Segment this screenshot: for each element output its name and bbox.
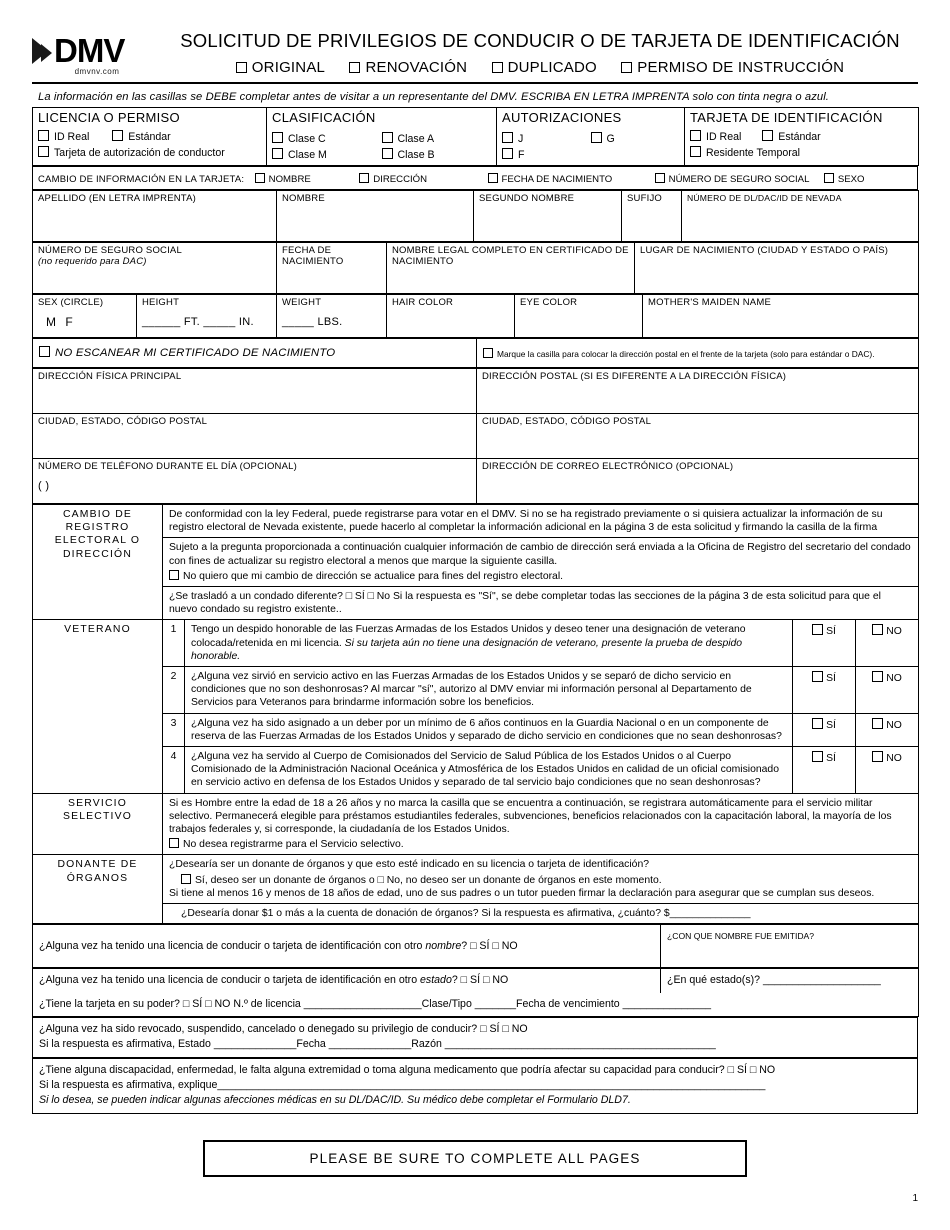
name-section: [32, 190, 919, 242]
apellido-field[interactable]: [33, 191, 277, 242]
ciudad2-label: CIUDAD, ESTADO, CÓDIGO POSTAL: [482, 416, 652, 427]
checkbox-change-ssn[interactable]: [655, 173, 665, 183]
checkbox-no-selective-service[interactable]: [169, 838, 179, 848]
clase-c[interactable]: Clase C: [272, 131, 382, 145]
card-type-section: [32, 107, 919, 166]
checkbox-vet1-yes[interactable]: [812, 624, 823, 635]
checkbox-no-scan[interactable]: [39, 346, 50, 357]
dl-number-field[interactable]: [682, 191, 919, 242]
checkbox-estandar[interactable]: [112, 130, 123, 141]
autorizaciones-cell: [497, 108, 685, 166]
no-scan-cell[interactable]: [33, 339, 477, 368]
nombre-legal-label: NOMBRE LEGAL COMPLETO EN CERTIFICADO DE NACIMIENTO: [392, 245, 629, 267]
id-option-idreal[interactable]: ID Real Estándar: [690, 129, 913, 143]
checkbox-id-estandar[interactable]: [762, 130, 773, 141]
change-nombre[interactable]: NOMBRE: [255, 172, 311, 185]
clasificacion-title: CLASIFICACIÓN: [272, 110, 376, 125]
checkbox-mailing-front[interactable]: [483, 348, 493, 358]
checkbox-id-temporal[interactable]: [690, 146, 701, 157]
nombre-emitido-field[interactable]: [661, 925, 919, 968]
bottom-questions: [32, 924, 919, 968]
nombre-field[interactable]: [277, 191, 474, 242]
ssn-field[interactable]: [33, 243, 277, 294]
height-field[interactable]: [137, 295, 277, 338]
checkbox-auth-g[interactable]: [591, 132, 602, 143]
clase-a[interactable]: Clase A: [382, 131, 492, 145]
selectivo-section-label: SERVICIO SELECTIVO: [33, 793, 163, 855]
veterano-num-3: 3: [163, 713, 185, 746]
height-value[interactable]: ______ FT. _____ IN.: [142, 316, 254, 328]
veterano-q2: ¿Alguna vez sirvió en servicio activo en las Fuerzas Armadas de los Estados Unidos y se separó de dicho servicio en condiciones que no son deshonrosas? Al marcar "sí", autorizo al DMV enviar mi información personal al Departamento de Servicios para Veteranos para brindarme información sobre los beneficios.: [185, 667, 793, 714]
page-title: SOLICITUD DE PRIVILEGIOS DE CONDUCIR O DE TARJETA DE IDENTIFICACIÓN: [180, 30, 900, 51]
checkbox-change-direccion[interactable]: [359, 173, 369, 183]
checkbox-auth-j[interactable]: [502, 132, 513, 143]
id-option-estandar[interactable]: Estándar: [762, 131, 820, 143]
registro-p1: De conformidad con la ley Federal, puede registrarse para votar en el DMV. Si no se ha registrado previamente o si quisiera actualizar la información de su registro electoral de Nevada existente, puede hacerlo al completar la información adicional en la página 3 de esta solicitud y firmando la casilla de la firma: [163, 505, 919, 538]
clase-b[interactable]: Clase B: [382, 147, 492, 161]
registro-p3[interactable]: ¿Se trasladó a un condado diferente? □ SÍ □ No Si la respuesta es "Sí", se debe completar todas las secciones de la página 3 de esta solicitud para que el nuevo condado su registro existente..: [163, 587, 919, 620]
checkbox-id-idreal[interactable]: [690, 130, 701, 141]
dmv-chevron-icon: [32, 36, 54, 66]
header-divider: [32, 82, 918, 84]
veterano-q1: Tengo un despido honorable de las Fuerzas Armadas de los Estados Unidos y deseo tener una designación de veterano colocada/retenida en mi licencia. Si su tarjeta aún no tiene una designación de veterano, presente la prueba de despido honorable.: [185, 620, 793, 667]
checkbox-vet3-no[interactable]: [872, 718, 883, 729]
weight-label: WEIGHT: [282, 297, 322, 308]
auth-g[interactable]: G: [591, 131, 680, 145]
mailing-note-cell[interactable]: [477, 339, 919, 368]
sex-label: SEX (CIRCLE): [38, 297, 104, 308]
veterano-q4-yes[interactable]: SÍ: [793, 747, 856, 794]
weight-value[interactable]: _____ LBS.: [282, 316, 343, 328]
licencia-option-idreal[interactable]: ID Real Estándar: [38, 129, 261, 143]
licencia-cell: [33, 108, 267, 166]
donante-option-row[interactable]: Sí, deseo ser un donante de órganos o □ No, no deseo ser un donante de órganos en este momento.: [181, 873, 912, 887]
ssn-section: [32, 242, 919, 294]
mailing-note-label: Marque la casilla para colocar la dirección postal en el frente de la tarjeta (solo para estándar o DAC).: [497, 349, 875, 359]
revocado-detail[interactable]: Si la respuesta es afirmativa, Estado ______________Fecha ______________Razón ______________________________________________: [39, 1038, 716, 1051]
sex-values[interactable]: M F: [46, 315, 76, 329]
nombre-label: NOMBRE: [282, 193, 325, 204]
change-sexo[interactable]: SEXO: [824, 172, 865, 185]
veterano-q4: ¿Alguna vez ha servido al Cuerpo de Comisionados del Servicio de Salud Pública de los Estados Unidos o al Cuerpo Comisionado de la Administración Nacional Oceánica y Atmosférica de los Estados Unidos en calidad de un oficial comisionado en servicio activo en defensa de los Estados Unidos y separado de tal servicio bajo condiciones que no sean deshonrosas?: [185, 747, 793, 794]
telefono-field[interactable]: [33, 459, 477, 504]
sufijo-field[interactable]: [622, 191, 682, 242]
clase-m[interactable]: Clase M: [272, 147, 382, 161]
bottom-discapacidad-block: [32, 1058, 918, 1114]
licencia-option-dac[interactable]: Tarjeta de autorización de conductor: [38, 145, 261, 159]
eye-color-label: EYE COLOR: [520, 297, 578, 308]
checkbox-vet3-yes[interactable]: [812, 718, 823, 729]
option-duplicado[interactable]: DUPLICADO: [492, 59, 597, 76]
checkbox-renovacion[interactable]: [349, 62, 360, 73]
ssn-label: NÚMERO DE SEGURO SOCIAL: [38, 245, 182, 256]
discapacidad-note: Si lo desea, se pueden indicar algunas afecciones médicas en su DL/DAC/ID. Su médico debe completar el Formulario DLD7.: [39, 1094, 631, 1107]
physical-section: [32, 294, 919, 338]
correo-label: DIRECCIÓN DE CORREO ELECTRÓNICO (OPCIONAL): [482, 461, 734, 472]
ciudad1-field[interactable]: [33, 414, 477, 459]
donante-section-label: DONANTE DE ÓRGANOS: [33, 855, 163, 924]
registro-section-label: CAMBIO DE REGISTRO ELECTORAL O DIRECCIÓN: [33, 505, 163, 620]
checkbox-duplicado[interactable]: [492, 62, 503, 73]
page-number: 1: [912, 1193, 918, 1204]
option-permiso[interactable]: PERMISO DE INSTRUCCIÓN: [621, 59, 844, 76]
veterano-q3-no[interactable]: NO: [856, 713, 919, 746]
complete-pages-banner: PLEASE BE SURE TO COMPLETE ALL PAGES: [203, 1140, 747, 1177]
donante-donation-row[interactable]: ¿Desearía donar $1 o más a la cuenta de donación de órganos? Si la respuesta es afirmativa, ¿cuánto? $______________: [163, 904, 919, 924]
veterano-q2-yes[interactable]: SÍ: [793, 667, 856, 714]
checkbox-permiso[interactable]: [621, 62, 632, 73]
hair-color-field[interactable]: [387, 295, 515, 338]
checkbox-clase-b[interactable]: [382, 148, 393, 159]
page-header: [32, 22, 918, 76]
hair-color-label: HAIR COLOR: [392, 297, 454, 308]
mother-maiden-field[interactable]: [643, 295, 919, 338]
otro-estado-question[interactable]: ¿Alguna vez ha tenido una licencia de conducir o tarjeta de identificación en otro estado? □ SÍ □ NO: [33, 969, 661, 993]
eye-color-field[interactable]: [515, 295, 643, 338]
checkbox-change-fecha[interactable]: [488, 173, 498, 183]
lugar-nacimiento-label: LUGAR DE NACIMIENTO (CIUDAD Y ESTADO O PAÍS): [640, 245, 889, 256]
veterano-section-label: VETERANO: [33, 620, 163, 793]
direccion-postal-label: DIRECCIÓN POSTAL (SI ES DIFERENTE A LA DIRECCIÓN FÍSICA): [482, 371, 787, 382]
checkbox-clase-m[interactable]: [272, 148, 283, 159]
veterano-q1-yes[interactable]: SÍ: [793, 620, 856, 667]
segundo-nombre-field[interactable]: [474, 191, 622, 242]
auth-j[interactable]: J: [502, 131, 591, 145]
direccion-fisica-field[interactable]: [33, 369, 477, 414]
change-fecha[interactable]: FECHA DE NACIMIENTO: [488, 172, 613, 185]
option-original[interactable]: ORIGINAL: [236, 59, 325, 76]
checkbox-vet4-yes[interactable]: [812, 751, 823, 762]
change-direccion[interactable]: DIRECCIÓN: [359, 172, 427, 185]
logo-text: DMV: [54, 32, 125, 69]
bottom-revocado-block: [32, 1017, 918, 1058]
en-que-estado-field[interactable]: ¿En qué estado(s)? ____________________: [661, 969, 919, 993]
telefono-value[interactable]: ( ): [38, 480, 50, 492]
card-change-section: [32, 166, 918, 190]
autorizaciones-title: AUTORIZACIONES: [502, 110, 622, 125]
checkbox-organ-donor-yes[interactable]: [181, 874, 191, 884]
licencia-option-estandar[interactable]: Estándar: [112, 131, 170, 143]
bottom-estado-block: [32, 968, 919, 1017]
scan-section: [32, 338, 919, 368]
ssn-note: (no requerido para DAC): [38, 256, 147, 267]
veterano-num-2: 2: [163, 667, 185, 714]
checkbox-clase-a[interactable]: [382, 132, 393, 143]
height-label: HEIGHT: [142, 297, 180, 308]
address-section: [32, 368, 919, 504]
form-instruction: La información en las casillas se DEBE completar antes de visitar a un representante del DMV. ESCRIBA EN LETRA IMPRENTA solo con tinta negra o azul.: [38, 91, 830, 103]
selectivo-checkbox-row[interactable]: No desea registrarme para el Servicio selectivo.: [169, 837, 912, 851]
checkbox-vet2-yes[interactable]: [812, 671, 823, 682]
no-scan-label: NO ESCANEAR MI CERTIFICADO DE NACIMIENTO: [55, 347, 336, 359]
revocado-question[interactable]: ¿Alguna vez ha sido revocado, suspendido, cancelado o denegado su privilegio de conducir? □ SÍ □ NO Si la respuesta es afirmativa, Estado ______________Fecha ______________Razón ______________________________________________: [33, 1018, 918, 1058]
weight-field[interactable]: [277, 295, 387, 338]
checkbox-change-sexo[interactable]: [824, 173, 834, 183]
sex-field[interactable]: [33, 295, 137, 338]
checkbox-vet1-no[interactable]: [872, 624, 883, 635]
checkbox-change-nombre[interactable]: [255, 173, 265, 183]
donante-body: ¿Desearía ser un donante de órganos y que esto esté indicado en su licencia o tarjeta de identificación? Sí, deseo ser un donante de órganos o □ No, no deseo ser un donante de órganos en este momento. Si tiene al menos 16 y menos de 18 años de edad, uno de sus padres o un tutor pueden firmar la declaración para asegurar que se cumplan sus deseos.: [163, 855, 919, 904]
dmv-logo: [32, 22, 162, 76]
correo-field[interactable]: [477, 459, 919, 504]
lugar-nacimiento-field[interactable]: [635, 243, 919, 294]
checkbox-vet4-no[interactable]: [872, 751, 883, 762]
checkbox-auth-f[interactable]: [502, 148, 513, 159]
tarjeta-poder-question[interactable]: ¿Tiene la tarjeta en su poder? □ SÍ □ NO N.º de licencia ____________________Clase/Tipo _______Fecha de vencimiento _______________: [33, 993, 919, 1017]
ciudad2-field[interactable]: [477, 414, 919, 459]
logo-subtext: dmvnv.com: [74, 67, 120, 76]
apellido-label: APELLIDO (EN LETRA IMPRENTA): [38, 193, 196, 204]
veterano-q4-no[interactable]: NO: [856, 747, 919, 794]
sufijo-label: SUFIJO: [627, 193, 662, 204]
option-renovacion[interactable]: RENOVACIÓN: [349, 59, 467, 76]
direccion-postal-field[interactable]: [477, 369, 919, 414]
fecha-nacimiento-field[interactable]: [277, 243, 387, 294]
checkbox-clase-c[interactable]: [272, 132, 283, 143]
segundo-label: SEGUNDO NOMBRE: [479, 193, 575, 204]
identificacion-title: TARJETA DE IDENTIFICACIÓN: [690, 110, 883, 125]
selectivo-body: Si es Hombre entre la edad de 18 a 26 años y no marca la casilla que se encuentra a continuación, se registrara automáticamente para el servicio militar selectivo. Permanecerá elegible para préstamos estudiantiles federales, subvenciones, beneficios relacionados con la capacitación laboral, la mayoría de los trabajos federales y, si corresponde, la ciudadanía de los Estados Unidos. No desea registrarme para el Servicio selectivo.: [163, 793, 919, 855]
questions-section: [32, 504, 919, 924]
discapacidad-question[interactable]: ¿Tiene alguna discapacidad, enfermedad, le falta alguna extremidad o toma alguna medicamento que podría afectar su capacidad para conducir? □ SÍ □ NO Si la respuesta es afirmativa, explique_____________________________________________________________________________________________ Si lo desea, se pueden indicar algunas afecciones médicas en su DL/DAC/ID. Su médico debe completar el Formulario DLD7.: [33, 1058, 918, 1113]
nombre-legal-field[interactable]: [387, 243, 635, 294]
clasificacion-cell: [267, 108, 497, 166]
form-type-options: [162, 59, 918, 76]
veterano-q1-no[interactable]: NO: [856, 620, 919, 667]
veterano-num-4: 4: [163, 747, 185, 794]
card-change-cell: [33, 167, 918, 190]
veterano-q3-yes[interactable]: SÍ: [793, 713, 856, 746]
direccion-fisica-label: DIRECCIÓN FÍSICA PRINCIPAL: [38, 371, 182, 382]
dl-number-label: NÚMERO DE DL/DAC/ID DE NEVADA: [687, 193, 842, 203]
checkbox-original[interactable]: [236, 62, 247, 73]
nombre-emitido-label: ¿CON QUE NOMBRE FUE EMITIDA?: [667, 931, 815, 942]
licencia-title: LICENCIA O PERMISO: [38, 110, 180, 125]
checkbox-dac[interactable]: [38, 146, 49, 157]
veterano-q2-no[interactable]: NO: [856, 667, 919, 714]
registro-p2: Sujeto a la pregunta proporcionada a continuación cualquier información de cambio de dirección será enviada a la Oficina de Registro del secretario del condado con fines de actualizar su registro electoral a menos que marque la siguiente casilla. No quiero que mi cambio de dirección se actualice para fines del registro electoral.: [163, 538, 919, 587]
checkbox-idreal[interactable]: [38, 130, 49, 141]
change-ssn[interactable]: NÚMERO DE SEGURO SOCIAL: [655, 172, 810, 185]
veterano-q3: ¿Alguna vez ha sido asignado a un deber por un mínimo de 6 años continuos en la Guardia Nacional o en un componente de reserva de las Fuerzas Armadas de los Estados Unidos y separado de dicho servicio en condiciones que no sean deshonrosas?: [185, 713, 793, 746]
fecha-nacimiento-label: FECHA DE NACIMIENTO: [282, 245, 344, 267]
card-change-label: CAMBIO DE INFORMACIÓN EN LA TARJETA:: [38, 174, 245, 185]
checkbox-vet2-no[interactable]: [872, 671, 883, 682]
identificacion-cell: [685, 108, 919, 166]
mother-maiden-label: MOTHER'S MAIDEN NAME: [648, 297, 771, 308]
ciudad1-label: CIUDAD, ESTADO, CÓDIGO POSTAL: [38, 416, 208, 427]
telefono-label: NÚMERO DE TELÉFONO DURANTE EL DÍA (OPCIONAL): [38, 461, 298, 472]
veterano-num-1: 1: [163, 620, 185, 667]
auth-f[interactable]: F: [502, 147, 591, 161]
id-option-temporal[interactable]: Residente Temporal: [690, 145, 913, 159]
discapacidad-detail[interactable]: Si la respuesta es afirmativa, explique_____________________________________________________________________________________________: [39, 1079, 766, 1092]
checkbox-no-voter-update[interactable]: [169, 570, 179, 580]
registro-p2-checkbox-row[interactable]: No quiero que mi cambio de dirección se actualice para fines del registro electoral.: [169, 569, 912, 583]
otro-nombre-question[interactable]: ¿Alguna vez ha tenido una licencia de conducir o tarjeta de identificación con otro nombre? □ SÍ □ NO: [33, 925, 661, 968]
